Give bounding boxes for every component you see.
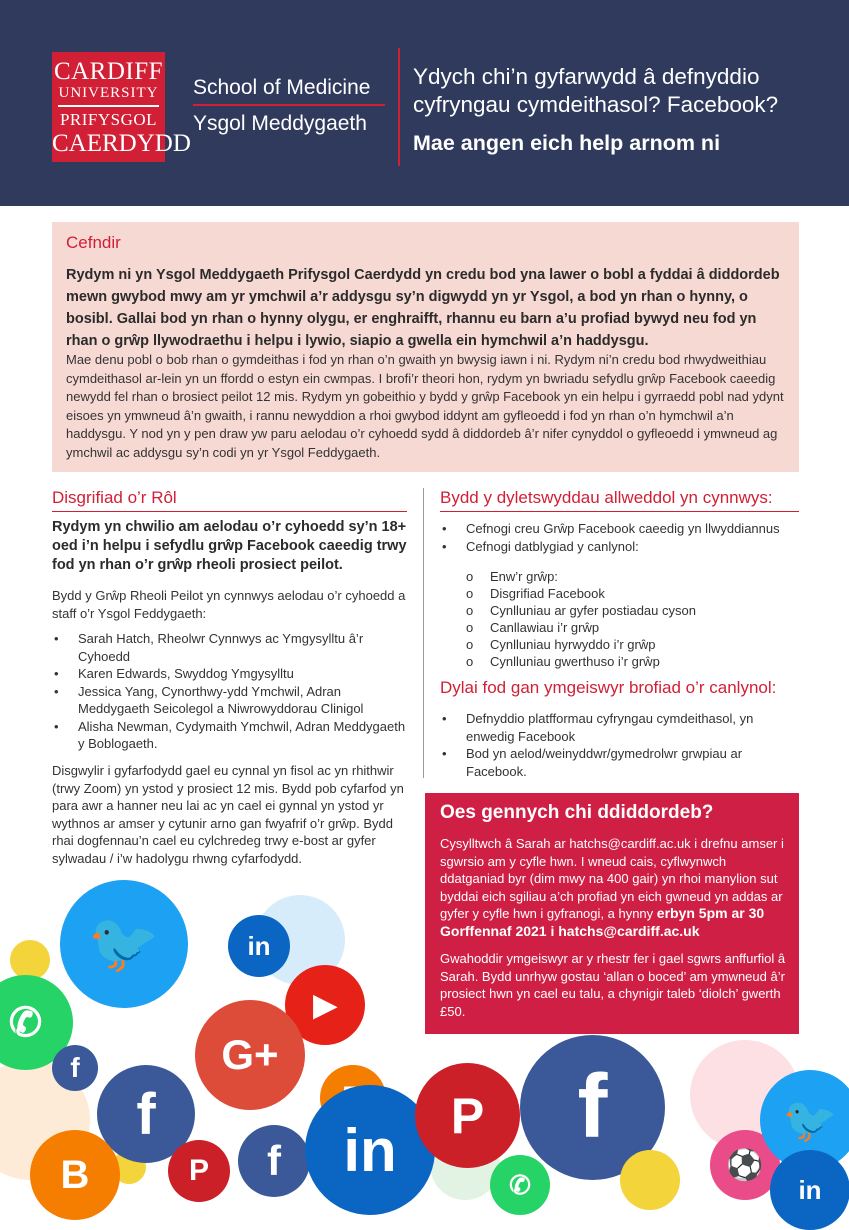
interest-deadline: erbyn 5pm ar 30 Gorffennaf 2021 i hatchs@cardiff.ac.uk <box>440 905 765 939</box>
interest-body <box>440 835 790 940</box>
interest-title: Oes gennych chi ddiddordeb? <box>440 802 714 823</box>
list-item: o Cynlluniau hyrwyddo i’r grŵp <box>466 636 796 653</box>
role-lead: Rydym yn chwilio am aelodau o’r cyhoedd sy’n 18+ oed i’n helpu i sefydlu grŵp Facebook caeedig trwy fod yn rhan o’r grŵp rheoli prosiect peilot. <box>52 519 407 573</box>
background-body: Mae denu pobl o bob rhan o gymdeithas i fod yn rhan o’n gwaith yn bwysig iawn i ni. Rydym ni’n credu bod rhwydweithiau cymdeithasol ar-lein yn un ffordd o estyn ein cwmpas. I brofi’r theori hon, rydym yn bwriadu sefydlu grŵp Facebook caeedig newydd fel rhan o brosiect peilot 12 mis. Rydym yn gobeithio y bydd y grŵp Facebook yn ein helpu i gyrraedd pobl nad ydynt eisoes yn ymwneud â’n gwaith, i rannu newyddion a rhoi gwybod iddynt am gyfleoedd i fod yn rhan o’n hymchwil a’n haddysgu. Y nod yn y pen draw yw paru aelodau o’r cyhoedd sydd â diddordeb â’r nifer cynyddol o gyfleoedd i ymwneud ag ymchwil ac addysgu sy’n codi yn yr Ysgol Feddygaeth. <box>66 352 784 460</box>
role-intro: Bydd y Grŵp Rheoli Peilot yn cynnwys aelodau o’r cyhoedd a staff o’r Ysgol Feddygaeth: <box>52 588 406 621</box>
background-title: Cefndir <box>66 233 121 252</box>
role-meetings: Disgwylir i gyfarfodydd gael eu cynnal yn fisol ac yn rhithwir (trwy Zoom) yn ystod y prosiect 12 mis. Bydd pob cyfarfod yn para awr a hanner neu lai ac yn cael ei gynnal yn ystod yr wythnos ar amser y cytunir arno gan fwyafrif o’r grŵp. Bydd rhai dogfennau’n cael eu cylchredeg trwy e-bost ar gyfer sylwadau / i’w hadolygu rhwng cyfarfodydd. <box>52 763 404 866</box>
experience-list <box>440 710 780 780</box>
list-item: • Karen Edwards, Swyddog Ymgysylltu <box>52 665 412 683</box>
google-plus-icon <box>195 1000 305 1110</box>
facebook-glyph: f <box>577 1057 608 1157</box>
pinterest-icon <box>415 1063 520 1168</box>
linkedin-icon <box>770 1150 849 1230</box>
dribbble-icon: ⚽ <box>710 1130 780 1200</box>
list-item: • Jessica Yang, Cynorthwy-ydd Ymchwil, Adran Meddygaeth Seicolegol a Niwrowyddorau Clinigol <box>52 683 412 718</box>
youtube-icon: ▶ <box>285 965 365 1045</box>
facebook-glyph: f <box>136 1081 156 1147</box>
list-item: • Cefnogi datblygiad y canlynol: <box>440 538 799 556</box>
role-title-rule <box>52 511 407 512</box>
school-divider <box>193 104 385 106</box>
duties-title: Bydd y dyletswyddau allweddol yn cynnwys: <box>440 488 773 507</box>
blogger-glyph: B <box>60 1152 90 1197</box>
list-item: o Canllawiau i’r grŵp <box>466 619 796 636</box>
logo-line-1: CARDIFF <box>53 58 164 85</box>
list-item: o Disgrifiad Facebook <box>466 585 796 602</box>
experience-title: Dylai fod gan ymgeiswyr brofiad o’r canlynol: <box>440 678 777 697</box>
school-name-en: School of Medicine <box>193 76 371 99</box>
list-item: o Enw’r grŵp: <box>466 568 796 585</box>
list-item: o Cynlluniau ar gyfer postiadau cyson <box>466 602 796 619</box>
facebook-icon <box>52 1045 98 1091</box>
school-name-cy: Ysgol Meddygaeth <box>193 112 367 135</box>
list-item: • Bod yn aelod/weinyddwr/gymedrolwr grwpiau ar Facebook. <box>440 745 780 780</box>
duties-title-rule <box>440 511 799 512</box>
background-lead: Rydym ni yn Ysgol Meddygaeth Prifysgol Caerdydd yn credu bod yna lawer o bobl a fyddai â diddordeb mewn gwybod mwy am yr ymchwil a’r addysgu sy’n digwydd yn yr Ysgol, a bod yn rhan o hynny, o bosibl. Gallai bod yn rhan o hynny olygu, er enghraifft, rhannu eu barn a’u profiad bywyd neu fod yn rhan o grŵp llywodraethu i helpu i lywio, siapio a gwella ein hymchwil a’n haddysgu. <box>66 267 780 349</box>
blogger-icon <box>30 1130 120 1220</box>
subheadline: Mae angen eich help arnom ni <box>413 131 721 155</box>
facebook-glyph: f <box>267 1137 281 1184</box>
list-item: • Sarah Hatch, Rheolwr Cynnwys ac Ymgysylltu â’r Cyhoedd <box>52 630 412 665</box>
decor-bubble <box>620 1150 680 1210</box>
list-item: • Alisha Newman, Cydymaith Ymchwil, Adran Meddygaeth y Boblogaeth. <box>52 718 412 753</box>
headline: Ydych chi’n gyfarwydd â defnyddio cyfryngau cymdeithasol? Facebook? <box>413 64 779 117</box>
whatsapp-icon: ✆ <box>490 1155 550 1215</box>
list-item: • Cefnogi creu Grŵp Facebook caeedig yn llwyddiannus <box>440 520 799 538</box>
logo-line-3: PRIFYSGOL <box>59 110 158 129</box>
google-plus-glyph: G+ <box>221 1031 279 1078</box>
pinterest-icon <box>168 1140 230 1202</box>
role-title: Disgrifiad o’r Rôl <box>52 488 177 507</box>
interest-text: Cysylltwch â Sarah ar hatchs@cardiff.ac.uk i drefnu amser i sgwrsio am y cyfle hwn. I wneud cais, cyflwynwch ddatganiad byr (dim mwy na 400 gair) yn rhoi manylion sut byddai eich sgiliau a’ch profiad yn eich gwneud yn addas ar gyfer y cyfle hwn i gyfranogi, a hynny <box>440 836 784 921</box>
list-item: o Cynlluniau gwerthuso i’r grŵp <box>466 653 796 670</box>
twitter-icon: 🐦 <box>760 1070 849 1170</box>
members-list <box>52 630 412 753</box>
twitter-icon: 🐦 <box>60 880 188 1008</box>
header-vertical-divider <box>398 48 400 166</box>
pinterest-glyph: P <box>450 1087 485 1144</box>
interest-note: Gwahoddir ymgeiswyr ar y rhestr fer i gael sgwrs anffurfiol â Sarah. Bydd unrhyw gostau ‘allan o boced’ am ymwneud â’r prosiect hwn yn cael eu talu, a chynigir taleb ‘diolch’ gwerth £50. <box>440 951 786 1019</box>
linkedin-glyph: in <box>798 1174 822 1205</box>
facebook-icon <box>238 1125 310 1197</box>
list-item: • Defnyddio platfformau cyfryngau cymdeithasol, yn enwedig Facebook <box>440 710 780 745</box>
logo-line-2: UNIVERSITY <box>58 85 159 101</box>
whatsapp-icon: ✆ <box>0 975 73 1070</box>
column-divider <box>423 488 424 778</box>
linkedin-icon <box>228 915 290 977</box>
logo-divider <box>58 105 159 107</box>
logo-line-4: CAERDYDD <box>52 130 191 157</box>
cardiff-university-logo <box>52 52 191 162</box>
pinterest-glyph: P <box>188 1154 209 1187</box>
decor-bubble <box>10 940 50 980</box>
duties-list <box>440 520 799 555</box>
duties-sublist <box>466 568 796 670</box>
facebook-glyph: f <box>70 1052 80 1083</box>
linkedin-glyph: in <box>247 930 271 961</box>
linkedin-glyph: in <box>343 1116 397 1184</box>
